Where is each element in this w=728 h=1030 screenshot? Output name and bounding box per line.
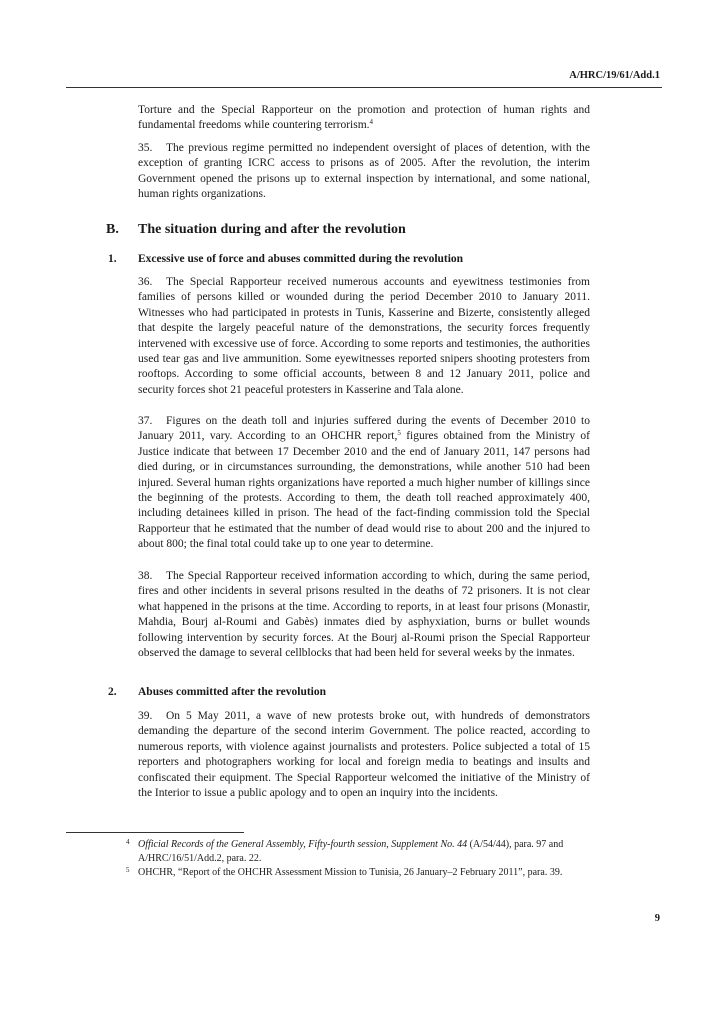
footnote-text: OHCHR, “Report of the OHCHR Assessment Mission to Tunisia, 26 January–2 February 2011”, para. 39.: [138, 867, 563, 878]
paragraph-text: The previous regime permitted no independent oversight of places of detention, with the exception of granting ICRC access to prisons as of 2005. After the revolution, the interim Government opened the prisons up to external inspection by international, and some national, human rights organizations.: [138, 142, 590, 201]
subsection-number: 2.: [108, 686, 117, 698]
paragraph-number: 35.: [138, 142, 153, 154]
section-heading: [106, 222, 406, 238]
subsection-title: Excessive use of force and abuses committed during the revolution: [138, 253, 464, 265]
paragraph-36: [138, 275, 590, 398]
document-symbol: A/HRC/19/61/Add.1: [569, 70, 660, 81]
subsection-heading-1: [108, 253, 463, 265]
paragraph-number: 36.: [138, 276, 153, 288]
paragraph-text: The Special Rapporteur received numerous accounts and eyewitness testimonies from families of persons killed or wounded during the period December 2010 to January 2011. Witnesses who had participated in protests in Tunis, Kasserine and Bizerte, consistently alleged that despite the largely peaceful nature of the demonstrations, the security forces frequently intervened with excessive use of force. According to some reports and testimonies, the authorities used tear gas and live ammunition. Some eyewitnesses reported snipers shooting protesters from rooftops. According to some official accounts, between 8 and 12 January 2011, police and security forces shot 21 peaceful protesters in Kasserine and Tala alone.: [138, 276, 590, 396]
intro-text: [138, 103, 590, 134]
paragraph-text-part1: Figures on the death toll and injuries suffered during the events of December 2010 to January 2011, vary. According to an OHCHR report,: [138, 415, 590, 443]
footnote-separator: [66, 832, 244, 833]
footnote-text: (A/54/44), para. 97 and A/HRC/16/51/Add.2, para. 22.: [138, 839, 564, 864]
paragraph-35: [138, 141, 590, 203]
paragraph-text: On 5 May 2011, a wave of new protests broke out, with hundreds of demonstrators demanding the departure of the second interim Government. The police reacted, according to numerous reports, with violence against journalists and protesters. Police subjected a total of 15 reporters and photographers working for local and foreign media to beatings and insults and confiscated their equipment. The Special Rapporteur welcomed the initiative of the Ministry of the Interior to issue a public apology and to open an inquiry into the incidents.: [138, 710, 590, 800]
subsection-title: Abuses committed after the revolution: [138, 686, 327, 698]
footnote-mark: 4: [126, 838, 130, 846]
footnote-4: [126, 838, 598, 866]
paragraph-text: The Special Rapporteur received information according to which, during the same period, fires and other incidents in several prisons resulted in the deaths of 72 prisoners. It is not clear what happened in the prisons at the time. According to reports, in at least four prisons (Monastir, Mahdia, Bourj al-Roumi and Gabès) inmates died by asphyxiation, burns or bullet wounds following intervention by security forces. At the Bourj al-Roumi prison the Special Rapporteur observed the damage to several cellblocks that had been held for several weeks by the inmates.: [138, 570, 590, 660]
paragraph-38: [138, 569, 590, 661]
footnote-mark: 5: [126, 866, 130, 874]
footnote-ref-4[interactable]: 4: [369, 118, 374, 127]
intro-text-body: Torture and the Special Rapporteur on the promotion and protection of human rights and fundamental freedoms while countering terrorism.: [138, 104, 590, 132]
footnote-5: [126, 866, 598, 880]
paragraph-number: 38.: [138, 570, 153, 582]
paragraph-37: [138, 414, 590, 553]
paragraph-number: 39.: [138, 710, 153, 722]
subsection-number: 1.: [108, 253, 117, 265]
subsection-heading-2: [108, 686, 326, 698]
header-rule: [66, 87, 662, 88]
section-number: B.: [106, 222, 119, 237]
paragraph-text-part2: figures obtained from the Ministry of Justice indicate that between 17 December 2010 and the end of January 2011, 147 persons had died during, or in circumstances surrounding, the demonstrations, while another 510 had been injured. Several human rights organizations have reported a much higher number of killings since the beginning of the protests. According to them, the death toll reached approximately 400, including detainees killed in prison. The head of the fact-finding commission told the Special Rapporteur that he estimated that the number of dead would rise to about 200 and the injured to about 800; the final total could take up to one year to determine.: [138, 430, 590, 551]
footnote-ref-5[interactable]: 5: [397, 429, 401, 438]
section-title: The situation during and after the revolution: [138, 222, 406, 237]
page-number: 9: [654, 913, 660, 924]
footnote-italic-title: Official Records of the General Assembly, Fifty-fourth session, Supplement No. 44: [138, 839, 468, 850]
paragraph-number: 37.: [138, 415, 153, 427]
paragraph-39: [138, 709, 590, 801]
